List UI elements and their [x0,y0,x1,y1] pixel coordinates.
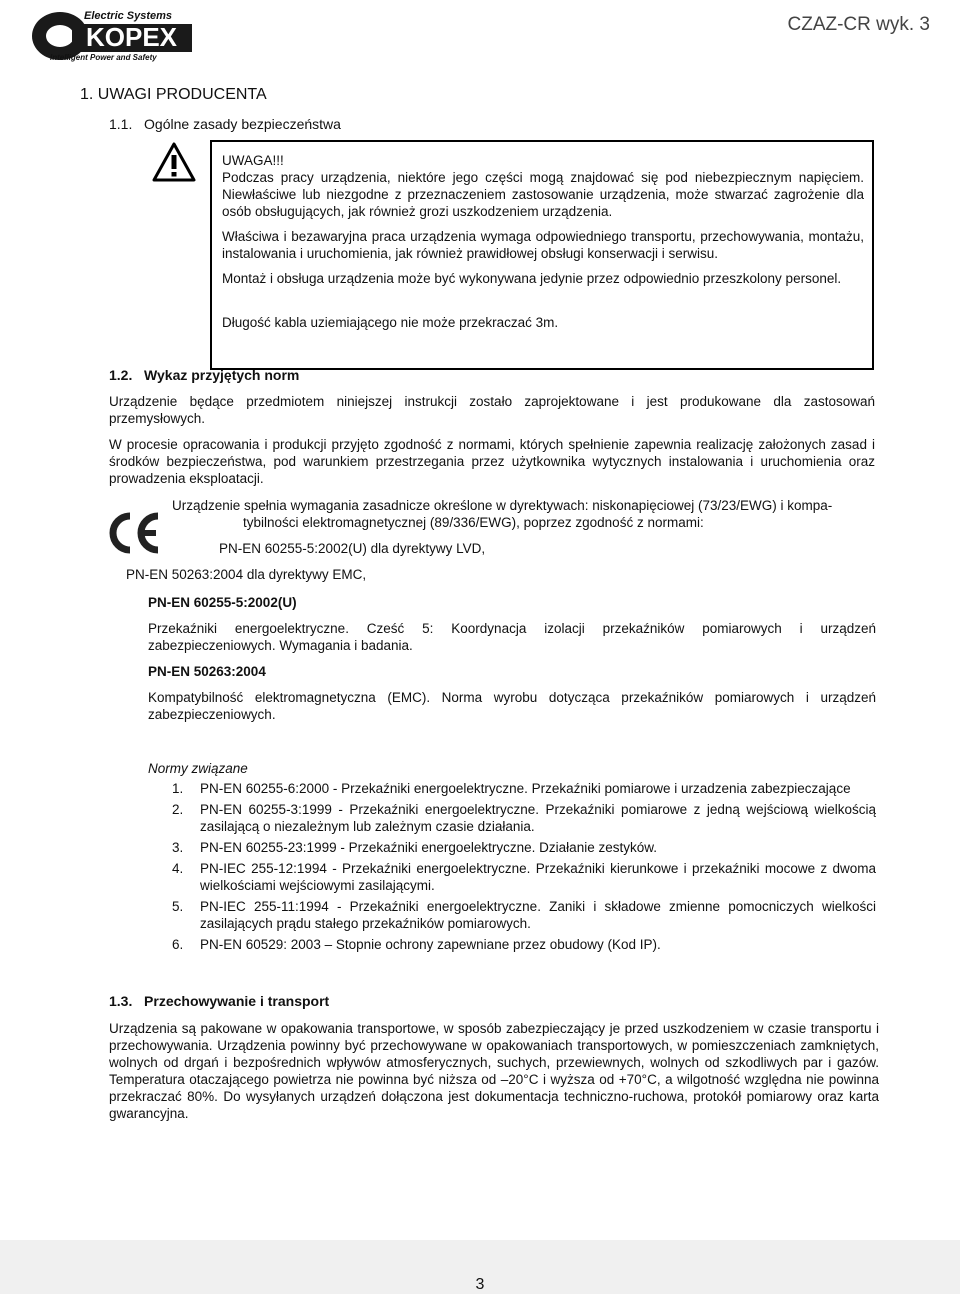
subsection-1-3 [109,993,329,1009]
standard-1-description: Przekaźniki energoelektryczne. Cześć 5: Koordynacja izolacji przekaźników pomiarowych i urządzeń zabezpieczeniowych. Wymagania i badania. [148,621,876,653]
related-norm-text: PN-EN 60255-23:1999 - Przekaźniki energoelektryczne. Działanie zestyków. [200,840,657,855]
standard-2-description: Kompatybilność elektromagnetyczna (EMC). Norma wyrobu dotycząca przekaźników pomiarowych i urządzeń zabezpieczeniowych. [148,690,876,722]
subsection-1-2 [109,367,299,383]
related-norm-text: PN-EN 60529: 2003 – Stopnie ochrony zapewniane przez obudowy (Kod IP). [200,937,661,952]
related-norm-number: 1. [172,781,184,796]
norms-paragraph-1: Urządzenie będące przedmiotem niniejszej instrukcji zostało zaprojektowane i jest produkowane dla zastosowań przemysłowych. [109,394,875,426]
ce-paragraph-line-2: tybilności elektromagnetycznej (89/336/EWG), poprzez zgodność z normami: [243,515,704,530]
ce-mark-icon [108,510,160,556]
warning-heading: UWAGA!!! [222,153,284,168]
related-norm-number: 5. [172,899,184,914]
subsection-1-1 [109,116,341,132]
related-norms-heading: Normy związane [148,761,248,776]
norms-paragraph-2: W procesie opracowania i produkcji przyjęto zgodność z normami, których spełnienie zapewnia realizację założonych zasad i środków bezpieczeństwa, pod warunkiem przestrzegania przez użytkownika wytycznych instalowania i uruchomienia oraz prowadzenia eksploatacji. [109,437,875,486]
related-norms-list [172,780,876,957]
subsection-title: Wykaz przyjętych norm [144,367,300,383]
page-number: 3 [475,1276,485,1293]
emc-standard-line: PN-EN 50263:2004 dla dyrektywy EMC, [126,567,367,582]
related-norm-text: PN-EN 60255-6:2000 - Przekaźniki energoelektryczne. Przekaźniki pomiarowe i urzadzenia zabezpieczające [200,781,851,796]
svg-text:Intelligent Power and Safety: Intelligent Power and Safety [50,53,157,62]
related-norm-item [172,936,876,953]
related-norm-number: 3. [172,840,184,855]
subsection-title: Ogólne zasady bezpieczeństwa [144,116,341,132]
related-norm-text: PN-IEC 255-12:1994 - Przekaźniki energoelektryczne. Przekaźniki kierunkowe i przekaźniki mocowe z dwoma wielkościami wejściowymi zasilającymi. [200,861,876,893]
lvd-standard-line: PN-EN 60255-5:2002(U) dla dyrektywy LVD, [219,541,486,556]
storage-paragraph: Urządzenia są pakowane w opakowania transportowe, w sposób zabezpieczający je przed uszkodzeniem w czasie transportu i przechowywania. Urządzenia powinny być przechowywane w opakowaniach transportowych, w pomieszczeniach zamkniętych, wolnych od drgań i bezpośrednich wpływów atmosferycznych, suchych, przewiewnych, wolnych od szkodliwych par i gazów. Temperatura otaczającego powietrza nie powinna być niższa od –20°C i wyższa od +70°C, a wilgotność względna nie powinna przekraczać 80%. Do wysyłanych urządzeń dołączona jest dokumentacja techniczno-ruchowa, protokół pomiarowy oraz karta gwarancyjna. [109,1021,879,1121]
warning-icon [152,142,196,182]
warning-paragraph-3: Montaż i obsługa urządzenia może być wykonywana jedynie przez odpowiednio przeszkolony personel. [222,271,842,286]
document-id: CZAZ-CR wyk. 3 [787,14,930,35]
related-norm-number: 6. [172,937,184,952]
related-norm-text: PN-EN 60255-3:1999 - Przekaźniki energoelektryczne. Przekaźniki pomiarowe z jedną wejściową wielkością zasilającą o niezależnym lub zależnym czasie działania. [200,802,876,834]
related-norm-item [172,780,876,797]
warning-paragraph-1: Podczas pracy urządzenia, niektóre jego części mogą znajdować się pod niebezpiecznym napięciem. Niewłaściwe lub niezgodne z przeznaczeniem zastosowanie urządzenia, może stwarzać zagrożenie dla osób obsługujących, jak również grozi uszkodzeniem urządzenia. [222,170,864,219]
warning-paragraph-2: Właściwa i bezawaryjna praca urządzenia wymaga odpowiedniego transportu, przechowywania, montażu, instalowania i uruchomienia, jak również prawidłowej obsługi konserwacji i serwisu. [222,229,864,261]
subsection-title: Przechowywanie i transport [144,993,330,1009]
ce-paragraph-line-1: Urządzenie spełnia wymagania zasadnicze określone w dyrektywach: niskonapięciowej (73/23/EWG) i kompa- [172,498,833,513]
standard-2-title: PN-EN 50263:2004 [148,664,266,679]
warning-paragraph-4: Długość kabla uziemiającego nie może przekraczać 3m. [222,315,559,330]
svg-text:Electric Systems: Electric Systems [84,10,173,22]
section-title: 1. UWAGI PRODUCENTA [80,86,267,103]
subsection-number: 1.2. [109,367,133,383]
subsection-number: 1.1. [109,116,133,132]
related-norm-item [172,860,876,894]
related-norm-number: 2. [172,802,184,817]
kopex-logo [28,4,198,62]
related-norm-item [172,898,876,932]
subsection-number: 1.3. [109,993,133,1009]
standard-1-title: PN-EN 60255-5:2002(U) [148,595,297,610]
related-norm-text: PN-IEC 255-11:1994 - Przekaźniki energoelektryczne. Zaniki i składowe zmienne pomocniczych wielkości zasilających prądu stałego przekaźników pomiarowych. [200,899,876,931]
related-norm-item [172,801,876,835]
related-norm-number: 4. [172,861,184,876]
svg-text:KOPEX: KOPEX [86,22,178,52]
related-norm-item [172,839,876,856]
